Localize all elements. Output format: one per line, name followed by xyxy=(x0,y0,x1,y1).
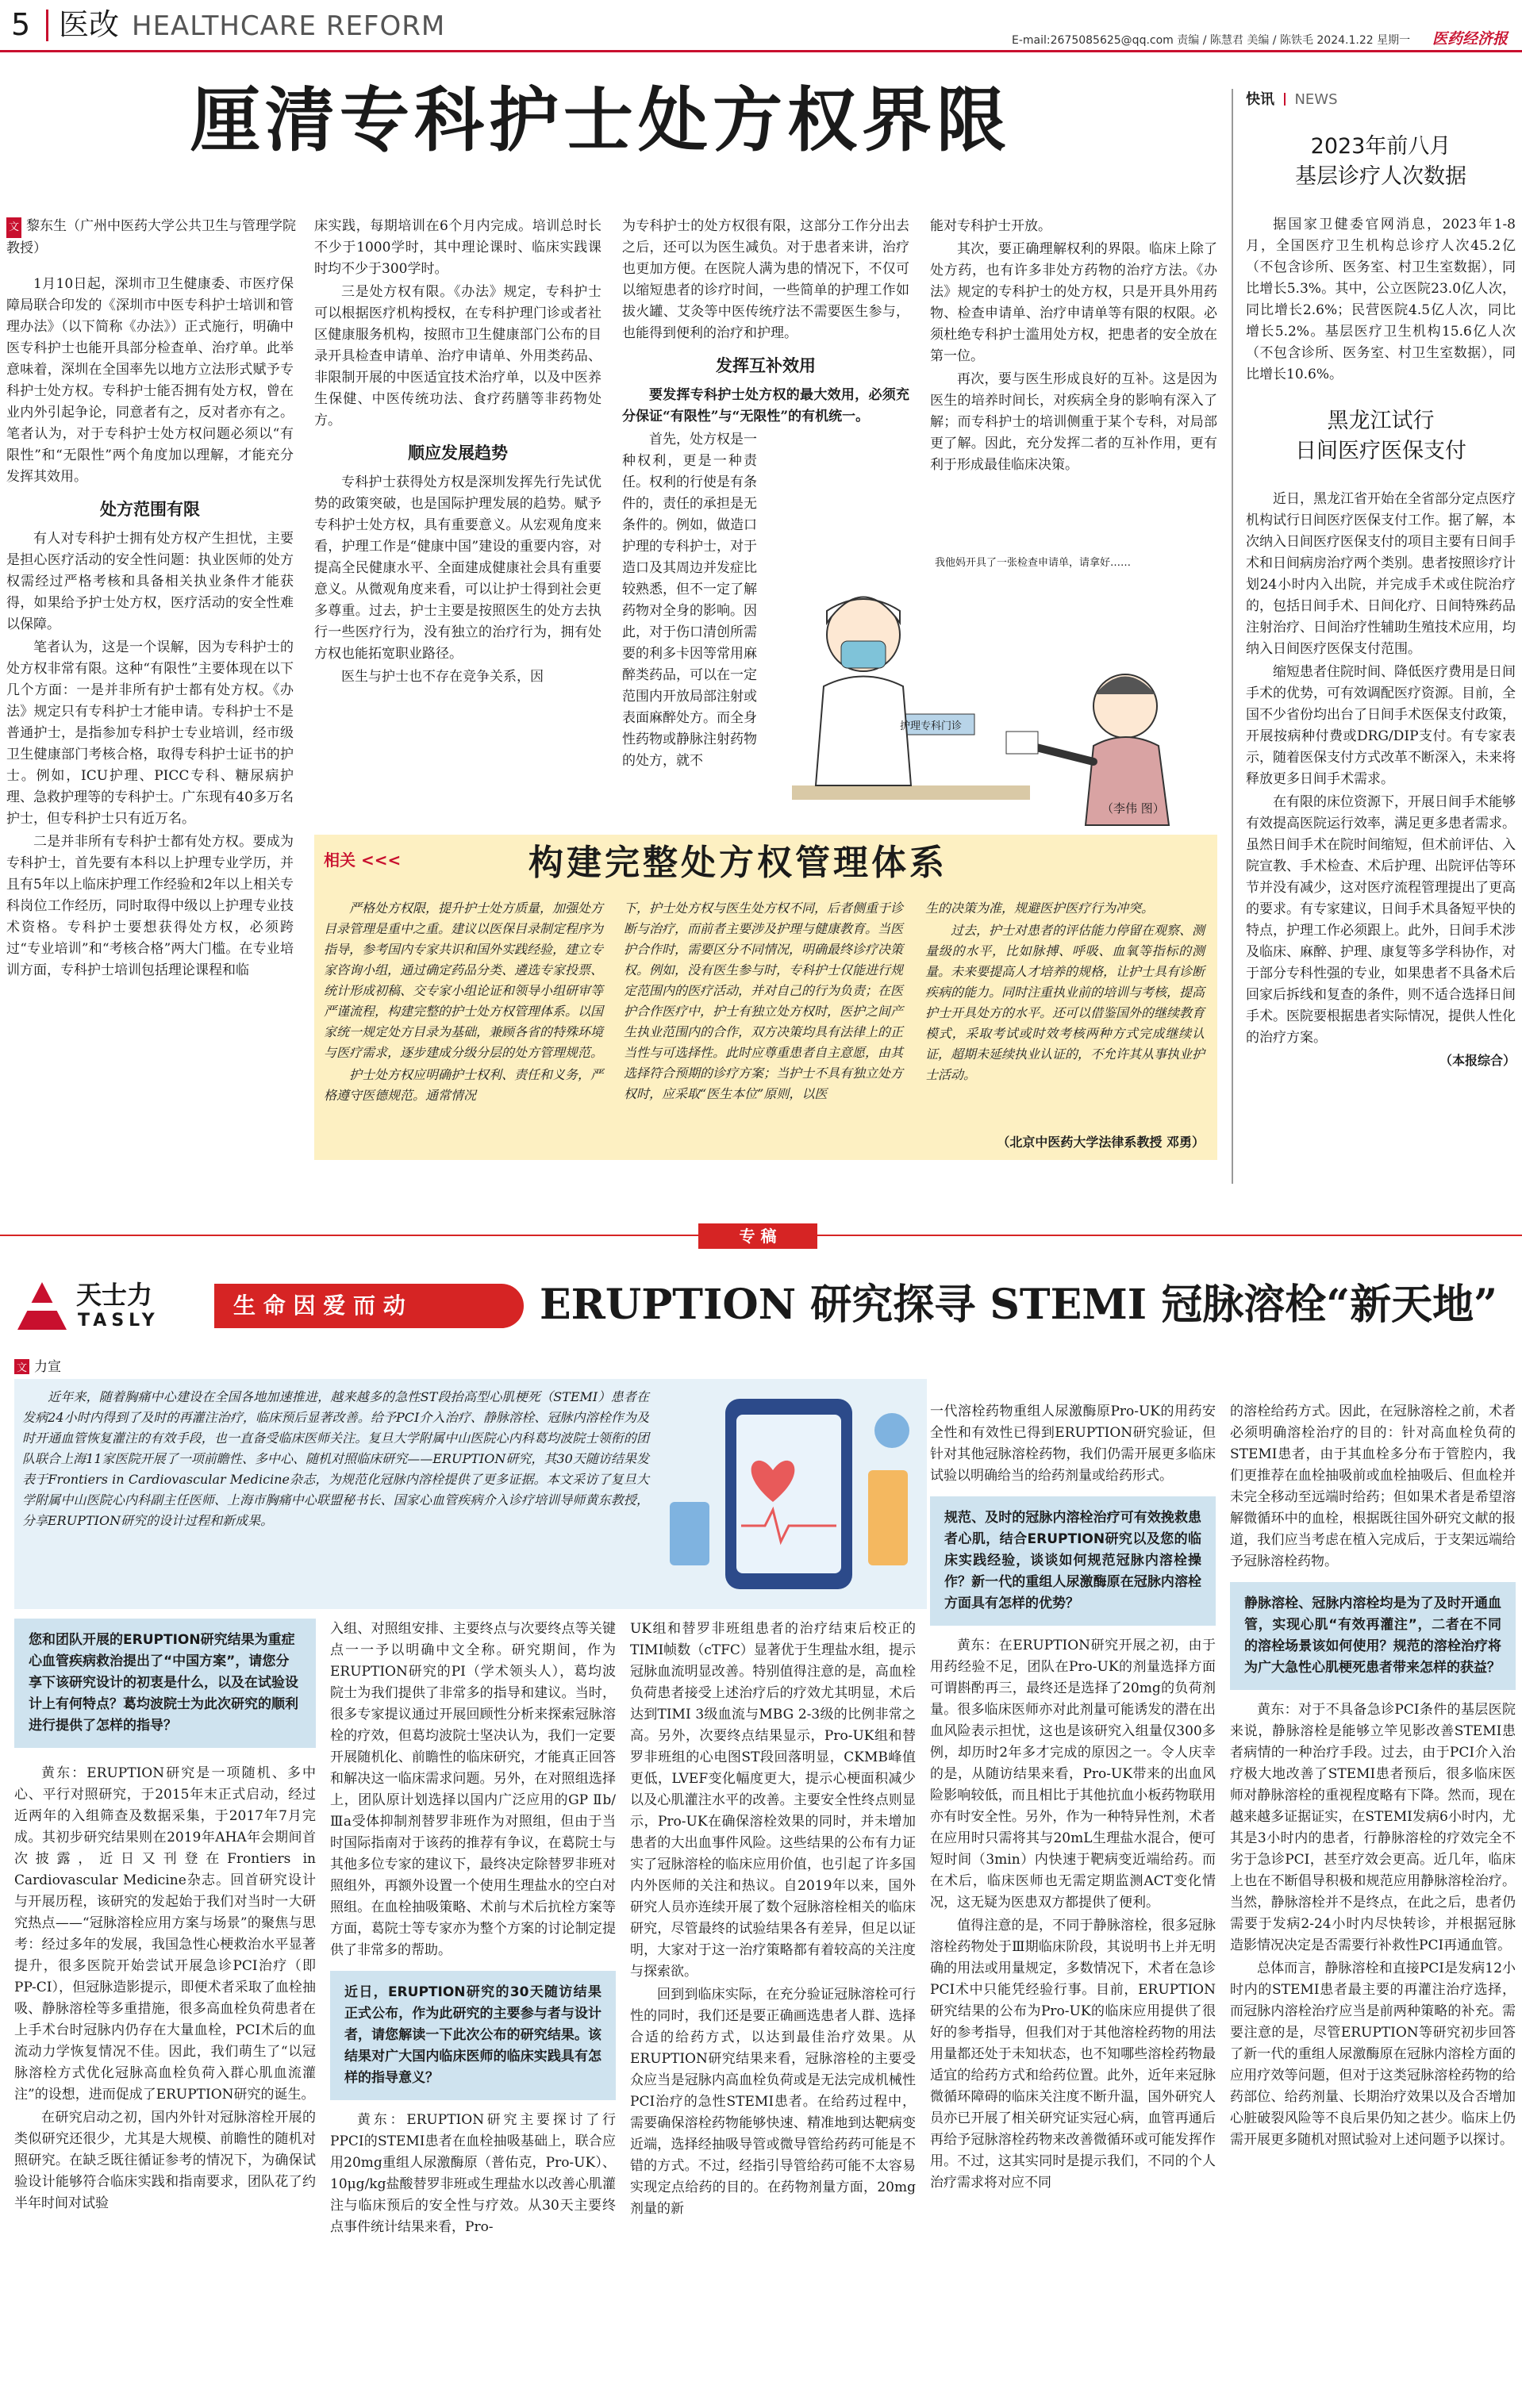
article-col-4: 能对专科护士开放。 其次，要正确理解权利的界限。临床上除了处方药，也有许多非处方药物的治疗方法。《办法》规定的专科护士的处方权，只是开具外用药物、检查申请单、治疗申请单等有限的权限。必须杜绝专科护士滥用处方权，把患者的安全放在第一位。 再次，要与医生形成良好的互补。这是因为医生的培养时间长，对疾病全身的影响有深入了解；而专科护士的培训侧重于某个专科，对局部更了解。因此，充分发挥二者的互补作用，更有利于形成最佳临床决策。 xyxy=(930,218,1217,473)
intro-box xyxy=(14,1379,927,1609)
section-en: HEALTHCARE REFORM xyxy=(132,10,446,42)
feature-col-1: 黄东：ERUPTION研究是一项随机、多中心、平行对照研究，于2015年末正式启动，经过近两年的入组筛查及数据采集，于2017年7月完成。其初步研究结果则在2019年AHA年会期间首次披露，近日又刊登在Frontiers in Cardiovascular Medicine杂志。回首研究设计与开展历程，该研究的发起始于我们对当时一大研究热点——“冠脉溶栓应用方案与场景”的聚焦与思考：经过多年的发展，我国急性心梗救治水平显著提升，很多医院开始尝试开展急诊PCI治疗（即PP-CI），但冠脉造影提示，即便术者采取了血栓抽吸、静脉溶栓等多重措施，很多高血栓负荷患者在上手术台时冠脉内仍存在大量血栓，PCI术后的血流动力学恢复情况不佳。因此，我们萌生了“以冠脉溶栓方式优化冠脉高血栓负荷入群心肌血流灌注”的设想，进而促成了ERUPTION研究的诞生。 在研究启动之初，国内外针对冠脉溶栓开展的类似研究还很少，尤其是大规模、前瞻性的随机对照研究。在缺乏既往循证参考的情况下，为确保试验设计能够符合临床实践和指南要求，团队花了约半年时间对试验 xyxy=(14,1765,316,2211)
cartoon-speech: 我他妈开具了一张检查申请单，请拿好…… xyxy=(935,557,1132,569)
feature-col-5: 的溶栓给药方式。因此，在冠脉溶栓之前，术者必须明确溶栓治疗的目的：针对高血栓负荷的STEMI患者，由于其血栓多分布于管腔内，我们更推荐在血栓抽吸前或血栓抽吸后、但血栓并未完全移动至远端时给药；但如果术者是希望溶解微循环中的血栓，根据既往国外研究文献的报道，我们应当考虑在植入完成后，于支架远端给予冠脉溶栓药物。 静脉溶栓、冠脉内溶栓均是为了及时开通血管，实现心肌“有效再灌注”，二者在不同的溶栓场景该如何使用？规范的溶栓治疗将为广大急性心肌梗死患者带来怎样的获益？ 黄东：对于不具备急诊PCI条件的基层医院来说，静脉溶栓是能够立竿见影改善STEMI患者病情的一种治疗手段。过去，由于PCI介入治疗极大地改善了STEMI患者预后，很多临床医师对静脉溶栓的重视程度略有下降。然而，现在越来越多证据证实，在STEMI发病6小时内，尤其是3小时内的患者，行静脉溶栓的疗效完全不劣于急诊PCI，甚至疗效会更高。近几年，临床上也在不断倡导积极和规范应用静脉溶栓治疗。当然，静脉溶栓并不是终点，在此之后，患者仍需要于发病2-24小时内尽快转诊，并根据冠脉造影情况决定是否需要行补救性PCI再通血管。 总体而言，静脉溶栓和直接PCI是发病12小时内的STEMI患者最主要的再灌注治疗选择，而冠脉内溶栓治疗应当是前两种策略的补充。需要注意的是，尽管ERUPTION等研究初步回答了新一代的重组人尿激酶原在冠脉内溶栓方面的应用疗效等问题，但对于这类冠脉溶栓药物的给药部位、给药剂量、长期治疗效果以及合否增加心脏破裂风险等不良后果仍知之甚少。临床上仍需开展更多随机对照试验对上述问题予以探讨。 xyxy=(1230,1404,1516,2148)
related-box xyxy=(314,835,1217,1160)
tasly-logo-mark xyxy=(14,1279,70,1335)
slogan: 生 命 因 爱 而 动 xyxy=(233,1292,405,1319)
special-title: ERUPTION 研究探寻 STEMI 冠脉溶栓“新天地” xyxy=(540,1281,1498,1329)
intro-text: 近年来，随着胸痛中心建设在全国各地加速推进，越来越多的急性ST段抬高型心肌梗死（STEMI）患者在发病24小时内得到了及时的再灌注治疗，临床预后显著改善。给予PCI介入治疗、静脉溶栓、冠脉内溶栓作为及时开通血管恢复灌注的有效手段，也一直备受临床医师关注。复旦大学附属中山医院心内科葛均波院士领衔的团队联合上海11家医院开展了一项前瞻性、多中心、随机对照临床研究——ERUPTION研究，其30天随访结果发表于Frontiers in Cardiovascular Medicine杂志，为规范化冠脉内溶栓提供了更多证据。本文采访了复旦大学附属中山医院心内科副主任医师、上海市胸痛中心联盟秘书长、国家心血管疾病介入诊疗培训导师黄东教授，分享ERUPTION研究的设计过程和新成果。 xyxy=(22,1389,649,1528)
question-3: 规范、及时的冠脉内溶栓治疗可有效挽救患者心肌，结合ERUPTION研究以及您的临床实践经验，谈谈如何规范冠脉内溶栓操作？新一代的重组人尿激酶原在冠脉内溶栓方面具有怎样的优势？ xyxy=(930,1496,1216,1626)
news2-title-line1: 黑龙江试行 xyxy=(1327,409,1435,433)
news-tag-en: NEWS xyxy=(1294,91,1338,108)
feature-col-3: UK组和替罗非班组患者的治疗结束后校正的TIMI帧数（cTFC）显著优于生理盐水组，提示冠脉血流明显改善。特别值得注意的是，高血栓负荷患者接受上述治疗后的疗效尤其明显，术后达到TIMI 3级血流与MBG 2-3级的比例非常之高。另外，次要终点结果显示，Pro-UK组和替罗非班组的心电图ST段回落明显，CKMB峰值更低，LVEF变化幅度更大，提示心梗面积减少以及心肌灌注水平的改善。主要安全性终点则显示，Pro-UK在确保溶栓效果的同时，并未增加患者的大出血事件风险。这些结果的公布有力证实了冠脉溶栓的临床应用价值，也引起了许多国内外医师的关注和热议。自2019年以来，国外研究人员亦连续开展了数个冠脉溶栓相关的临床研究，尽管最终的试验结果各有差异，但足以证明，大家对于这一治疗策略都有着较高的关注度与探索欲。 回到到临床实际，在充分验证冠脉溶栓可行性的同时，我们还是要正确画选患者人群、选择合适的给药方式，以达到最佳治疗效果。从ERUPTION研究结果来看，冠脉溶栓的主要受众应当是冠脉内高血栓负荷或是无法完成机械性PCI治疗的急性STEMI患者。在给药过程中，需要确保溶栓药物能够快速、精准地到达靶病变近端，选择经抽吸导管或微导管给药药可能是不错的方式。不过，经指引导管给药可能不太容易实现定点给药的目的。在药物剂量方面，20mg剂量的新 xyxy=(630,1621,916,2217)
paper-logo: 医药经济报 xyxy=(1432,30,1509,48)
news2-credit: （本报综合） xyxy=(1439,1053,1516,1068)
article-col-3: 为专科护士的处方权很有限，这部分工作分出去之后，还可以为医生减负。对于患者来讲，治疗也更加方便。在医院人满为患的情况下，不仅可以缩短患者的诊疗时间，一些简单的护理工作如拔火罐、艾灸等中医传统疗法不需要医生参与，也能得到便利的治疗和护理。 发挥互补效用 要发挥专科护士处方权的最大效用，必须充分保证“有限性”与“无限性”的有机统一。 首先，处方权是一种权利，更是一种责任。权利的行使是有条件的，责任的承担是无条件的。例如，做造口护理的专科护士，对于造口及其周边并发症比较熟悉，但不一定了解药物对全身的影响。因此，对于伤口清创所需要的利多卡因等常用麻醉类药品，可以在一定范围内开放局部注射或表面麻醉处方。而全身性药物或静脉注射药物的处方，就不 xyxy=(622,218,909,769)
question-2: 近日，ERUPTION研究的30天随访结果正式公布，作为此研究的主要参与者与设计者，请您解读一下此次公布的研究结果。该结果对广大国内临床医师的临床实践具有怎样的指导意义？ xyxy=(330,1971,616,2100)
related-title: 构建完整处方权管理体系 xyxy=(528,843,947,883)
special-author-line xyxy=(14,1355,61,1375)
logo-cn: 天士力 xyxy=(76,1280,153,1310)
sidebar: 快讯 NEWS 2023年前八月 基层诊疗人次数据 据国家卫健委官网消息，2023年1-8月，全国医疗卫生机构总诊疗人次45.2亿（不包含诊所、医务室、村卫生室数据），同比增长5.3%。其中，公立医院23.0亿人次，同比增长2.6%；民营医院4.5亿人次，同比增长5.2%。基层医疗卫生机构15.6亿人次（不包含诊所、医务室、村卫生室数据），同比增长10.6%。 黑龙江试行 日间医疗医保支付 近日，黑龙江省开始在全省部分定点医疗机构试行日间医疗医保支付工作。据了解，本次纳入日间医疗医保支付的项目主要有日间手术和日间病房治疗两个类别。患者按照诊疗计划24小时内入出院，并完成手术或住院治疗的，包括日间手术、日间化疗、日间特殊药品注射治疗、日间治疗性辅助生殖技术应用，均纳入日间医疗医保支付范围。 缩短患者住院时间、降低医疗费用是日间手术的优势，可有效调配医疗资源。目前，全国不少省份均出台了日间手术医保支付政策，开展按病种付费或DRG/DIP支付。有专家表示，随着医保支付方式改革不断深入，未来将释放更多日间手术需求。 在有限的床位资源下，开展日间手术能够有效提高医院运行效率，满足更多患者需求。虽然日间手术在院时间缩短，但术前评估、入院宣教、手术检查、术后护理、出院评估等环节并没有减少，这对医疗流程管理提出了更高的要求。有专家建议，日间手术具备短平快的特点，护理工作必须跟上。此外，日间手术涉及临床、麻醉、护理、康复等多学科协作，对于部分专科性强的专业，如果患者不具备术后回家后拆线和复查的条件，则不适合选择日间手术。医院要根据患者实际情况，提供人性化的治疗方案。 （本报综合） xyxy=(1246,89,1516,1069)
news-tag: 快讯 xyxy=(1246,91,1274,108)
news1-body: 据国家卫健委官网消息，2023年1-8月，全国医疗卫生机构总诊疗人次45.2亿（不包含诊所、医务室、村卫生室数据），同比增长5.3%。其中，公立医院23.0亿人次，同比增长2.6%；民营医院4.5亿人次，同比增长5.2%。基层医疗卫生机构15.6亿人次（不包含诊所、医务室、村卫生室数据），同比增长10.6%。 xyxy=(1246,217,1516,382)
news2-title-line2: 日间医疗医保支付 xyxy=(1295,439,1466,463)
author-tag: 文 xyxy=(6,217,21,238)
question-4: 静脉溶栓、冠脉内溶栓均是为了及时开通血管，实现心肌“有效再灌注”，二者在不同的溶栓场景该如何使用？规范的溶栓治疗将为广大急性心肌梗死患者带来怎样的获益？ xyxy=(1230,1582,1516,1690)
article-col-1: 1月10日起，深圳市卫生健康委、市医疗保障局联合印发的《深圳市中医专科护士培训和管理办法》（以下简称《办法》）正式施行，明确中医专科护士也能开具部分检查单、治疗单。此举意味着，深圳在全国率先以地方立法形式赋予专科护士处方权。专科护士能否拥有处方权，曾在业内外引起争论，同意者有之，反对者亦有之。笔者认为，对于专科护士处方权问题必须以“有限性”和“无限性”两个角度加以理解，才能充分发挥其效用。 处方范围有限 有人对专科护士拥有处方权产生担忧，主要是担心医疗活动的安全性问题：执业医师的处方权需经过严格考核和具备相关执业条件才能获得，如果给予护士处方权，医疗活动的安全性难以保障。 笔者认为，这是一个误解，因为专科护士的处方权非常有限。这种“有限性”主要体现在以下几个方面：一是并非所有护士都有处方权。《办法》规定只有专科护士才能申请。专科护士不是普通护士，是指参加专科护士专业培训，经市级卫生健康部门考核合格，取得专科护士证书的护士。例如，ICU护理、PICC专科、糖尿病护理、急救护理等的专科护士。广东现有40多万名护士，但专科护士只有近万名。 二是并非所有专科护士都有处方权。要成为专科护士，首先要有本科以上护理专业学历，并且有5年以上临床护理工作经验和2年以上相关专科岗位工作经历，同时取得中级以上护理专业技术资格。专科护士要想获得处方权，必须跨过“专业培训”和“考核合格”两大门槛。在专业培训方面，专科护士培训包括理论课程和临 xyxy=(6,276,294,978)
related-col-2: 下，护士处方权与医生处方权不同，后者侧重于诊断与治疗，而前者主要涉及护理与健康教育。当医护合作时，需要区分不同情况，明确最终诊疗决策权。例如，没有医生参与时，专科护士仅能进行规定范围内的医疗活动，并对自己的行为负责；在医护合作医疗中，护士有独立处方权时，医护之间产生执业范围内的合作，双方决策均具有法律上的正当性与可选择性。此时应尊重患者自主意愿，由其选择符合预期的诊疗方案；当护士不具有独立处方权时，应采取“医生本位”原则，以医 xyxy=(624,901,904,1101)
article-col-2: 床实践，每期培训在6个月内完成。培训总时长不少于1000学时，其中理论课时、临床实践课时均不少于300学时。 三是处方权有限。《办法》规定，专科护士可以根据医疗机构授权，在专科护理门诊或者社区健康服务机构，按照市卫生健康部门公布的目录开具检查申请单、治疗申请单、外用类药品、非限制开展的中医适宜技术治疗单，以及中医养生保健、中医传统功法、食疗药膳等非药物处方。 顺应发展趋势 专科护士获得处方权是深圳发挥先行先试优势的政策突破，也是国际护理发展的趋势。赋予专科护士处方权，具有重要意义。从宏观角度来看，护理工作是“健康中国”建设的重要内容，对提高全民健康水平、全面建成健康社会具有重要意义。从微观角度来看，可以让护士得到社会更多尊重。过去，护士主要是按照医生的处方去执行一些医疗行为，没有独立的治疗行为，拥有处方权也能拓宽职业路径。 医生与护士也不存在竞争关系，因 xyxy=(314,218,601,685)
subheading-trend: 顺应发展趋势 xyxy=(408,444,508,463)
medical-illustration xyxy=(654,1383,924,1605)
feature-col-4: 一代溶栓药物重组人尿激酶原Pro-UK的用药安全性和有效性已得到ERUPTION研究验证，但针对其他冠脉溶栓药物，我们仍需开展更多临床试验以明确给当的给药剂量或给药形式。 规范、及时的冠脉内溶栓治疗可有效挽救患者心肌，结合ERUPTION研究以及您的临床实践经验，谈谈如何规范冠脉内溶栓操作？新一代的重组人尿激酶原在冠脉内溶栓方面具有怎样的优势？ 黄东：在ERUPTION研究开展之初，由于用药经验不足，团队在Pro-UK的剂量选择方面可谓斟酌再三，最终还是选择了20mg的负荷剂量。很多临床医师亦对此剂量可能诱发的潜在出血风险表示担忧，这也是该研究入组量仅300多例，却历时2年多才完成的原因之一。令人庆幸的是，从随访结果来看，Pro-UK带来的出血风险影响较低，而且相比于其他抗血小板药物联用亦有时安全性。另外，作为一种特异性剂，术者在应用时只需将其与20mL生理盐水混合，便可短时间（3min）内快速于靶病变近端给药。而在术后，临床医师也无需定期监测ACT变化情况，这无疑为医患双方都提供了便利。 值得注意的是，不同于静脉溶栓，很多冠脉溶栓药物处于Ⅲ期临床阶段，其说明书上并无明确的用法或用量规定，多数情况下，术者在急诊PCI术中只能凭经验行事。目前，ERUPTION研究结果的公布为Pro-UK的临床应用提供了很好的参考指导，但我们对于其他溶栓药物的用法用量都还处于未知状态，也不知哪些溶栓药物最适宜的给药方式和给药位置。此外，近年来冠脉微循环障碍的临床关注度不断升温，国外研究人员亦已开展了相关研究证实冠心病，血管再通后再给予冠脉溶栓药物来改善微循环或可能发挥作用。不过，这其实同时是提示我们，不同的个人治疗需求将对应不同 xyxy=(930,1404,1216,2191)
news1-title-line2: 基层诊疗人次数据 xyxy=(1295,164,1466,189)
question-1: 您和团队开展的ERUPTION研究结果为重症心血管疾病救治提出了“中国方案”，请您分享下该研究设计的初衷是什么，以及在试验设计上有何特点？葛均波院士为此次研究的顺利进行提供了怎样的指导？ xyxy=(14,1619,316,1748)
special-banner: 专 稿 xyxy=(698,1223,817,1249)
special-author-tag: 文 xyxy=(14,1359,29,1374)
slogan-banner xyxy=(214,1284,524,1328)
author-line xyxy=(6,216,300,259)
logo-en: TASLY xyxy=(78,1311,160,1331)
special-author: 力宣 xyxy=(34,1359,62,1375)
page-number: 5 xyxy=(11,7,31,42)
news-label xyxy=(1246,89,1516,111)
author: 黎东生（广州中医药大学公共卫生与管理学院教授） xyxy=(6,218,297,256)
cartoon-credit: （李伟 图） xyxy=(1101,801,1165,816)
article-title: 厘清专科护士处方权界限 xyxy=(190,79,1012,161)
section-cn: 医改 xyxy=(59,7,120,42)
subheading-scope: 处方范围有限 xyxy=(100,500,200,519)
page-header xyxy=(0,0,1522,52)
feature-col-2: 入组、对照组安排、主要终点与次要终点等关键点一一予以明确中文全称。研究期间，作为ERUPTION研究的PI（学术领头人），葛均波院士为我们提供了非常多的指导和建议。当时，很多专家提议通过开展回顾性分析来探索冠脉溶栓的疗效，但葛均波院士坚决认为，我们一定要开展随机化、前瞻性的临床研究，才能真正回答和解决这一临床需求问题。另外，在对照组选择上，团队原计划选择以国内广泛应用的GP Ⅱb/Ⅲa受体抑制剂替罗非班作为对照组，但由于当时国际指南对于该药的推荐有争议，在葛院士与其他多位专家的建议下，最终决定除替罗非班对照组外，再额外设置一个使用生理盐水的空白对照组。在血栓抽吸策略、术前与术后抗栓方案等方面，葛院士等专家亦为整个方案的讨论制定提供了非常多的帮助。 近日，ERUPTION研究的30天随访结果正式公布，作为此研究的主要参与者与设计者，请您解读一下此次公布的研究结果。该结果对广大国内临床医师的临床实践具有怎样的指导意义？ 黄东：ERUPTION研究主要探讨了行PPCI的STEMI患者在血栓抽吸基础上，联合应用20mg重组人尿激酶原（普佑克，Pro-UK）、10μg/kg盐酸替罗非班或生理盐水以改善心肌灌注与临床预后的安全性与疗效。从30天主要终点事件统计结果来看，Pro- xyxy=(330,1621,616,2235)
subheading-complement: 发挥互补效用 xyxy=(716,356,816,375)
related-col-1: 严格处方权限，提升护士处方质量，加强处方目录管理是重中之重。建议以医保目录制定程序为指导，参考国内专家共识和国外实践经验，建立专家咨询小组，通过确定药品分类、遴选专家投票、统计形成初稿、交专家小组论证和领导小组研审等严谨流程，构建完整的护士处方权管理体系。以国家统一规定处方目录为基础，兼顾各省的特殊环境与医疗需求，逐步建成分级分层的处方管理规范。 护士处方权应明确护士权利、责任和义务，严格遵守医德规范。通常情况 xyxy=(324,901,604,1103)
related-col-3: 生的决策为准，规避医护医疗行为冲突。 过去，护士对患者的评估能力停留在观察、测量级的水平，比如脉搏、呼吸、血氧等指标的测量。未来要提高人才培养的规格，让护士具有诊断疾病的能力。同时注重执业前的培训与考核，提高护士开具处方的水平。还可以借鉴国外的继续教育模式，采取考试或时效考核两种方式完成继续认证，超期未延续执业认证的，不允许其从事执业护士活动。 xyxy=(925,901,1205,1082)
related-tag: 相关 <<< xyxy=(324,851,402,870)
cartoon-drawing xyxy=(768,547,1217,831)
news1-title-line1: 2023年前八月 xyxy=(1310,134,1451,159)
tasly-logo xyxy=(14,1279,202,1335)
header-meta: E-mail:2675085625@qq.com 责编 / 陈慧君 美编 / 陈铁毛 2024.1.22 星期一 xyxy=(1012,34,1411,47)
related-credit: （北京中医药大学法律系教授 邓勇） xyxy=(997,1135,1205,1150)
cartoon-illustration xyxy=(768,547,1217,831)
cartoon-sign: 护理专科门诊 xyxy=(899,720,962,732)
